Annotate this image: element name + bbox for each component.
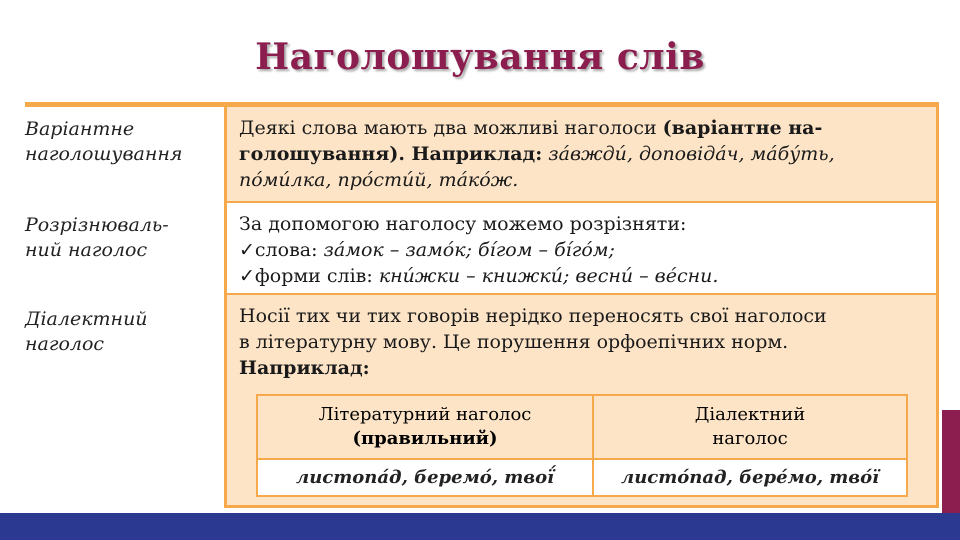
definition-term: голошування). <box>239 143 405 165</box>
page-title: Наголошування слів <box>255 36 705 78</box>
definition-text: Носії тих чи тих говорів нерідко переносять свої наголоси <box>239 305 827 327</box>
definition-text: в літературну мову. Це порушення орфоепічних норм. <box>239 331 789 353</box>
stress-comparison-table <box>256 394 908 497</box>
table-cell-dialect: листо́пад, бере́мо, тво́ї <box>621 467 879 488</box>
bottom-bar <box>0 513 960 540</box>
definition-variant-stress <box>227 107 936 201</box>
column-header-text: Літературний наголос <box>318 404 532 425</box>
table-cell-literary: листопа́д, беремо́, твої́ <box>296 467 554 488</box>
term-label-line1: Діалектний <box>25 308 148 330</box>
definition-line <box>239 263 924 289</box>
side-accent-bar <box>942 410 960 513</box>
example-words: по́ми́лка, про́сти́й, та́ко́ж. <box>239 169 519 191</box>
term-variant-stress <box>25 117 225 167</box>
example-label-text: Наприклад: <box>239 357 370 379</box>
column-header-text: наголос <box>712 428 788 449</box>
example-label: Наприклад: <box>404 143 543 165</box>
term-distinguishing-stress <box>25 213 225 263</box>
column-header-literary <box>258 396 592 458</box>
column-header-note: (правильний) <box>352 428 498 449</box>
definition-line <box>239 115 924 141</box>
term-label-line1: Варіантне <box>25 118 135 140</box>
term-label-line2: наголошування <box>25 143 183 165</box>
definition-line <box>239 237 924 263</box>
definition-term: (варіантне на- <box>662 117 823 139</box>
definition-text: За допомогою наголосу можемо розрізняти: <box>239 213 687 235</box>
column-header-dialect <box>594 396 906 458</box>
column-header-text: Діалектний <box>694 404 806 425</box>
example-words: за́мок – замо́к; бі́гом – бі́го́м; <box>323 239 615 261</box>
definition-text: Деякі слова мають два можливі наголоси <box>239 117 663 139</box>
term-label-line1: Розрізнюваль- <box>25 214 169 236</box>
example-label <box>239 355 924 381</box>
term-label-line2: наголос <box>25 333 105 355</box>
example-words: за́вжди́, доповіда́ч, ма́бу́ть, <box>542 143 835 165</box>
definition-line <box>239 167 924 193</box>
term-label-line2: ний наголос <box>25 239 148 261</box>
check-item-label: ✓слова: <box>239 239 324 261</box>
term-dialect-stress <box>25 307 225 357</box>
example-words: кни́жки – книжки́; весни́ – ве́сни. <box>378 265 719 287</box>
check-item-label: ✓форми слів: <box>239 265 379 287</box>
definition-distinguishing-stress <box>227 201 936 295</box>
definition-line <box>239 141 924 167</box>
